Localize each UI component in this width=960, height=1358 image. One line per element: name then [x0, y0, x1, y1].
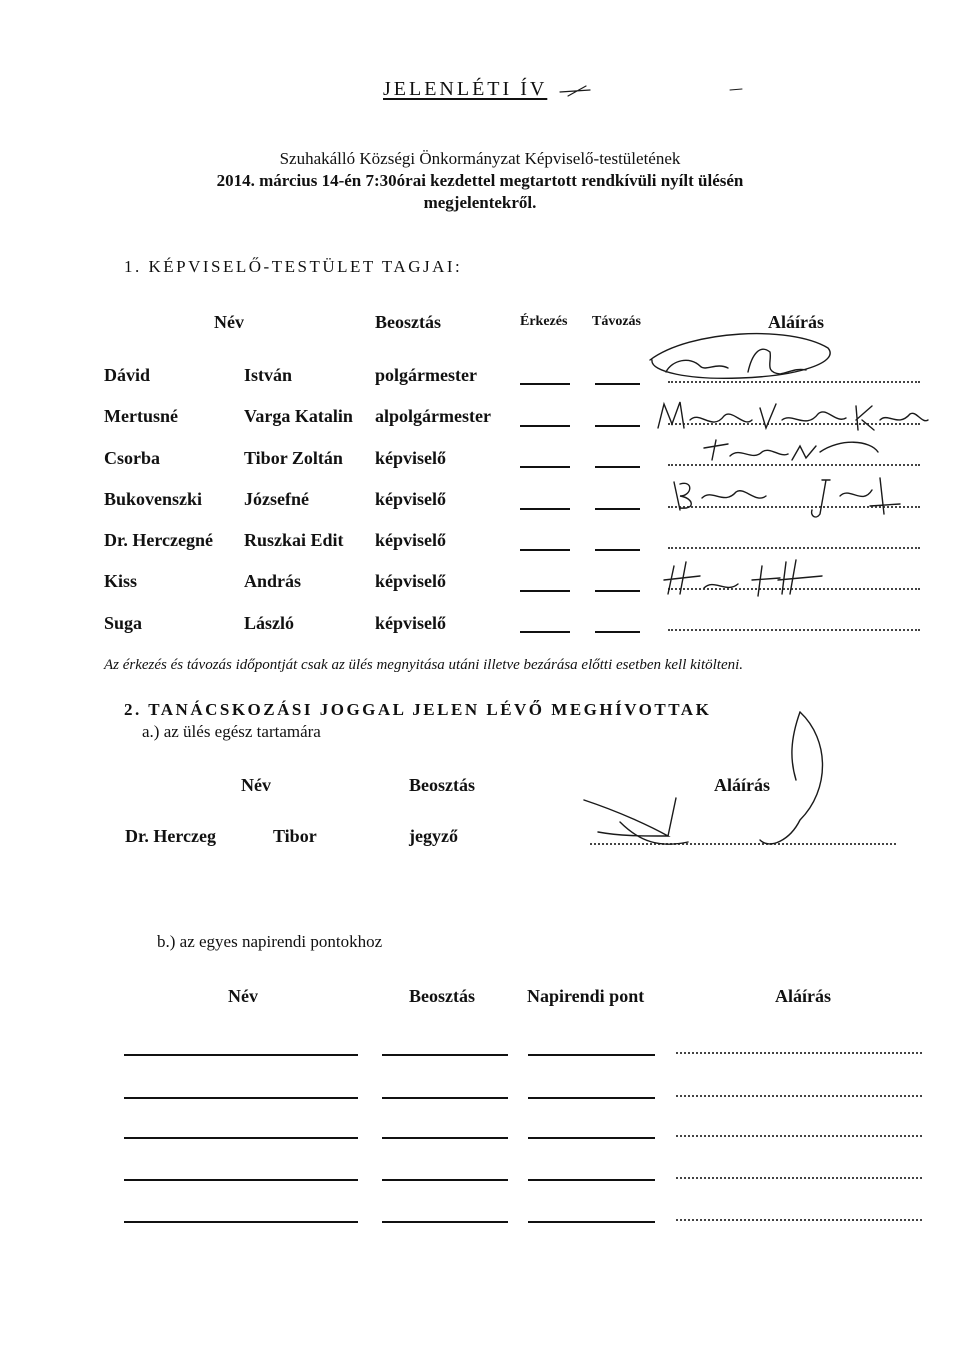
invitee-position: jegyző: [409, 826, 458, 846]
signature-line[interactable]: [668, 588, 920, 590]
invitee-first-name: Tibor: [273, 826, 317, 846]
arrival-blank[interactable]: [520, 549, 570, 551]
signature-mertusne: [658, 402, 928, 430]
subsection-a-title: a.) az ülés egész tartamára: [142, 722, 321, 741]
column-header-position: Beosztás: [409, 986, 475, 1006]
document-title: JELENLÉTI ÍV: [383, 78, 548, 100]
blank-position-field[interactable]: [382, 1221, 508, 1223]
invitee-last-name: Dr. Herczeg: [125, 826, 216, 846]
member-last-name: Dávid: [104, 365, 151, 385]
blank-position-field[interactable]: [382, 1137, 508, 1139]
arrival-blank[interactable]: [520, 508, 570, 510]
departure-blank[interactable]: [595, 549, 640, 551]
blank-position-field[interactable]: [382, 1054, 508, 1056]
column-header-name: Név: [228, 986, 258, 1006]
member-position: képviselő: [375, 613, 447, 633]
member-position: polgármester: [375, 365, 477, 385]
signature-line[interactable]: [668, 381, 920, 383]
departure-blank[interactable]: [595, 466, 640, 468]
blank-agenda-field[interactable]: [528, 1097, 655, 1099]
member-first-name: Tibor Zoltán: [244, 448, 343, 468]
blank-agenda-field[interactable]: [528, 1137, 655, 1139]
blank-position-field[interactable]: [382, 1097, 508, 1099]
member-first-name: Józsefné: [244, 489, 309, 509]
departure-blank[interactable]: [595, 590, 640, 592]
member-last-name: Mertusné: [104, 406, 178, 426]
column-header-signature: Aláírás: [714, 775, 770, 795]
column-header-position: Beosztás: [409, 775, 475, 795]
header-line-3: megjelentekről.: [423, 193, 537, 212]
blank-name-field[interactable]: [124, 1137, 358, 1139]
signature-line[interactable]: [676, 1135, 922, 1137]
signature-line[interactable]: [668, 629, 920, 631]
column-header-name: Név: [241, 775, 271, 795]
member-position: képviselő: [375, 571, 447, 591]
member-position: képviselő: [375, 530, 447, 550]
member-position: képviselő: [375, 448, 447, 468]
column-header-signature: Aláírás: [768, 312, 824, 332]
member-last-name: Suga: [104, 613, 143, 633]
fill-instructions-note: Az érkezés és távozás időpontját csak az ülés megnyitása utáni illetve bezárása előtti esetben kell kitölteni.: [104, 657, 744, 673]
member-first-name: István: [244, 365, 293, 385]
blank-agenda-field[interactable]: [528, 1054, 655, 1056]
signature-line[interactable]: [676, 1095, 922, 1097]
signature-line[interactable]: [676, 1052, 922, 1054]
departure-blank[interactable]: [595, 425, 640, 427]
column-header-name: Név: [214, 312, 244, 332]
signature-csorba: [704, 440, 878, 460]
blank-name-field[interactable]: [124, 1054, 358, 1056]
member-last-name: Bukovenszki: [104, 489, 203, 509]
departure-blank[interactable]: [595, 508, 640, 510]
header-line-2: 2014. március 14-én 7:30órai kezdettel megtartott rendkívüli nyílt ülésén: [216, 171, 744, 190]
member-position: képviselő: [375, 489, 447, 509]
column-header-departure: Távozás: [592, 314, 641, 329]
column-header-agenda: Napirendi pont: [527, 986, 645, 1006]
section-2-title: 2. TANÁCSKOZÁSI JOGGAL JELEN LÉVŐ MEGHÍVOTTAK: [124, 700, 712, 719]
signature-david: [650, 334, 830, 379]
signature-line[interactable]: [676, 1177, 922, 1179]
member-last-name: Kiss: [104, 571, 138, 591]
blank-name-field[interactable]: [124, 1097, 358, 1099]
blank-name-field[interactable]: [124, 1179, 358, 1181]
member-position: alpolgármester: [375, 406, 491, 426]
signature-bukovenszki: [674, 478, 900, 517]
arrival-blank[interactable]: [520, 466, 570, 468]
departure-blank[interactable]: [595, 383, 640, 385]
subsection-b-title: b.) az egyes napirendi pontokhoz: [157, 932, 383, 951]
blank-name-field[interactable]: [124, 1221, 358, 1223]
signature-line[interactable]: [668, 547, 920, 549]
arrival-blank[interactable]: [520, 631, 570, 633]
arrival-blank[interactable]: [520, 425, 570, 427]
signature-line[interactable]: [668, 423, 920, 425]
arrival-blank[interactable]: [520, 383, 570, 385]
section-1-title: 1. KÉPVISELŐ-TESTÜLET TAGJAI:: [124, 257, 463, 276]
member-last-name: Csorba: [104, 448, 161, 468]
column-header-arrival: Érkezés: [520, 314, 568, 329]
signature-line[interactable]: [668, 464, 920, 466]
blank-position-field[interactable]: [382, 1179, 508, 1181]
member-last-name: Dr. Herczegné: [104, 530, 213, 550]
departure-blank[interactable]: [595, 631, 640, 633]
column-header-position: Beosztás: [375, 312, 441, 332]
blank-agenda-field[interactable]: [528, 1221, 655, 1223]
member-first-name: László: [244, 613, 295, 633]
signature-line[interactable]: [676, 1219, 922, 1221]
member-first-name: Ruszkai Edit: [244, 530, 344, 550]
signature-line[interactable]: [668, 506, 920, 508]
header-line-1: Szuhakálló Községi Önkormányzat Képviselő-testületének: [279, 149, 681, 168]
signature-kiss: [664, 560, 822, 596]
blank-agenda-field[interactable]: [528, 1179, 655, 1181]
column-header-signature: Aláírás: [775, 986, 831, 1006]
signature-line[interactable]: [590, 843, 896, 845]
member-first-name: András: [244, 571, 302, 591]
member-first-name: Varga Katalin: [244, 406, 353, 426]
arrival-blank[interactable]: [520, 590, 570, 592]
signature-herczeg: [584, 712, 823, 844]
